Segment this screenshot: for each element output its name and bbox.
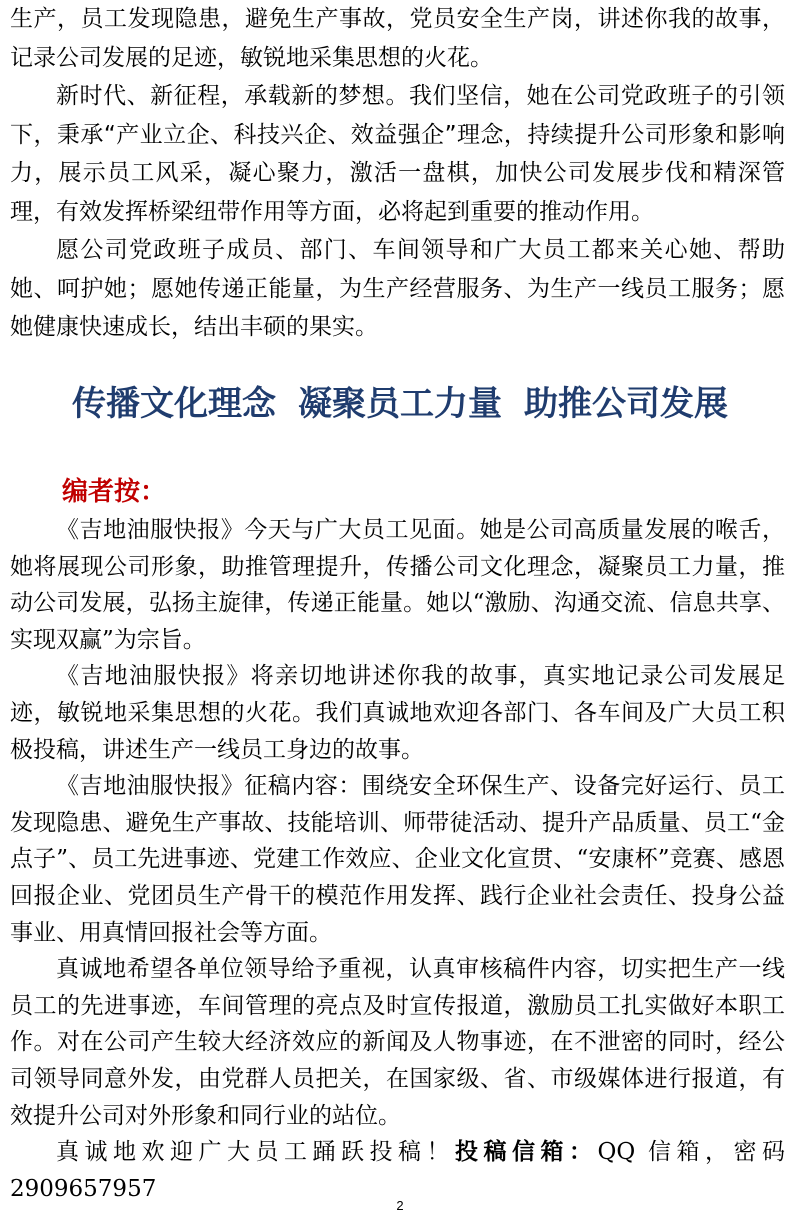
page-number: 2 bbox=[396, 1198, 404, 1213]
section-title-part: 凝聚员工力量 bbox=[298, 384, 502, 424]
closing-text: 真诚地欢迎广大员工踊跃投稿！ bbox=[56, 1139, 455, 1166]
editor-note-paragraph: 真诚地希望各单位领导给予重视，认真审核稿件内容，切实把生产一线员工的先进事迹，车间管理的亮点及时宣传报道，激励员工扎实做好本职工作。对在公司产生较大经济效应的新闻及人物事迹，在不泄密的同时，经公司领导同意外发，由党群人员把关，在国家级、省、市级媒体进行报道，有效提升公司对外形象和同行业的站位。 bbox=[10, 956, 785, 1129]
mailbox-value: QQ 信箱，密码 2909657957 bbox=[10, 1139, 786, 1202]
section-title bbox=[0, 380, 800, 428]
editor-note-paragraph: 《吉地油服快报》征稿内容：围绕安全环保生产、设备完好运行、员工发现隐患、避免生产事故、技能培训、师带徒活动、提升产品质量、员工“金点子”、员工先进事迹、党建工作效应、企业文化宣贯、“安康杯”竞赛、感恩回报企业、党团员生产骨干的模范作用发挥、践行企业社会责任、投身公益事业、用真情回报社会等方面。 bbox=[10, 773, 785, 946]
editor-note-label: 编者按： bbox=[62, 477, 167, 507]
editor-note-paragraph: 《吉地油服快报》将亲切地讲述你我的故事，真实地记录公司发展足迹，敏锐地采集思想的火花。我们真诚地欢迎各部门、各车间及广大员工积极投稿，讲述生产一线员工身边的故事。 bbox=[10, 663, 785, 763]
section-title-part: 助推公司发展 bbox=[524, 384, 728, 424]
intro-paragraph: 新时代、新征程，承载新的梦想。我们坚信，她在公司党政班子的引领下，秉承“产业立企、科技兴企、效益强企”理念，持续提升公司形象和影响力，展示员工风采，凝心聚力，激活一盘棋，加快公司发展步伐和精深管理，有效发挥桥梁纽带作用等方面，必将起到重要的推动作用。 bbox=[10, 83, 785, 225]
intro-article bbox=[10, 0, 785, 347]
editor-note-paragraph: 《吉地油服快报》今天与广大员工见面。她是公司高质量发展的喉舌，她将展现公司形象，助推管理提升，传播公司文化理念，凝聚员工力量，推动公司发展，弘扬主旋律，传递正能量。她以“激励、沟通交流、信息共享、实现双赢”为宗旨。 bbox=[10, 517, 785, 653]
intro-paragraph: 愿公司党政班子成员、部门、车间领导和广大员工都来关心她、帮助她、呵护她；愿她传递正能量，为生产经营服务、为生产一线员工服务；愿她健康快速成长，结出丰硕的果实。 bbox=[10, 237, 785, 340]
editor-note-body bbox=[10, 512, 785, 1207]
intro-paragraph: 生产，员工发现隐患，避免生产事故，党员安全生产岗，讲述你我的故事，记录公司发展的足迹，敏锐地采集思想的火花。 bbox=[10, 6, 785, 71]
mailbox-label: 投稿信箱： bbox=[454, 1139, 598, 1166]
section-title-part: 传播文化理念 bbox=[72, 384, 276, 424]
closing-paragraph bbox=[10, 1134, 785, 1207]
